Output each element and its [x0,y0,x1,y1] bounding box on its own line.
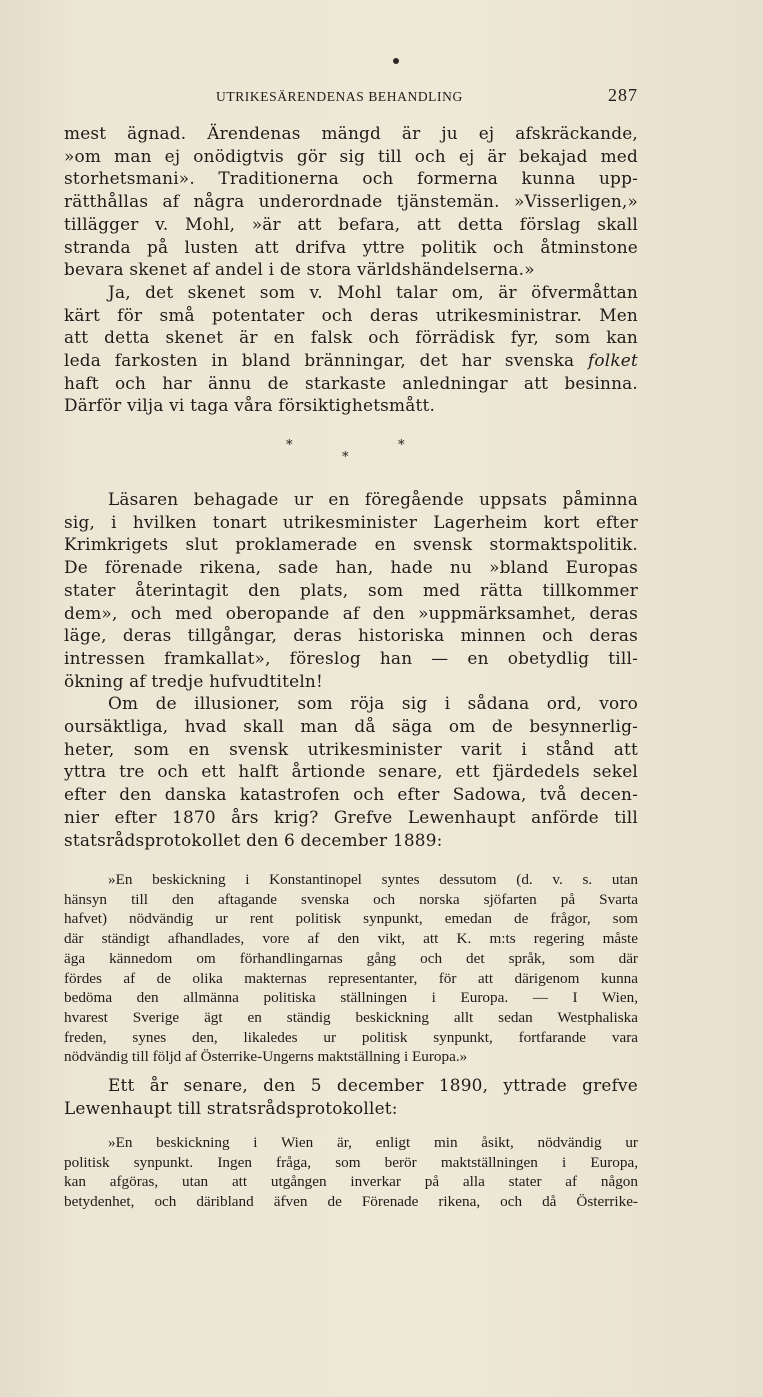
quote-line: nödvändig till följd af Österrike-Ungerns maktställning i Europa.» [64,1048,468,1066]
quote-line: freden, synes den, likaledes ur politisk synpunkt, fortfarande vara [64,1028,638,1046]
page-number: 287 [608,85,638,105]
text-line: nier efter 1870 års krig? Grefve Lewenhaupt anförde till [64,806,638,827]
text-line: dem», och med oberopande af den »uppmärksamhet, deras [64,602,638,623]
text-line: Ett år senare, den 5 december 1890, yttrade grefve [108,1075,638,1095]
text-line: kärt för små potentater och deras utrikesministrar. Men [64,304,638,325]
quote-line: kan afgöras, utan att utgången inverkar på alla stater af någon [64,1173,638,1191]
quotation-1 [64,870,638,1067]
text-line: ökning af tredje hufvudtiteln! [64,670,323,691]
quotation-2 [64,1133,638,1212]
separator-star: * [286,438,293,453]
text-line: bevara skenet af andel i de stora världshändelserna.» [64,259,535,280]
text-line: Ja, det skenet som v. Mohl talar om, är öfvermåttan [108,281,638,302]
text-line: Krimkrigets slut proklamerade en svensk stormaktspolitik. [64,534,638,555]
quote-line: hvarest Sverige ägt en ständig beskickning allt sedan Westphaliska [64,1008,638,1026]
paragraph-block-2 [64,488,638,851]
separator-star: * [398,438,405,453]
emphasized-word: folket [587,350,638,371]
text-line: Läsaren behagade ur en föregående uppsats påminna [108,489,638,509]
text-line: De förenade rikena, sade han, hade nu »bland Europas [64,557,638,578]
text-line: statsrådsprotokollet den 6 december 1889: [64,829,443,850]
text-line: stater återintagit den plats, som med rätta tillkommer [64,579,638,600]
text-line: oursäktliga, hvad skall man då säga om de besynnerlig- [64,716,638,737]
text-span: leda farkosten in bland bränningar, det har svenska [64,350,588,371]
text-line: yttra tre och ett halft årtionde senare, ett fjärdedels sekel [64,761,638,782]
text-line: att detta skenet är en falsk och förrädisk fyr, som kan [64,327,638,348]
page-header [64,84,638,110]
paragraph-block-1 [64,122,638,417]
text-line: Därför vilja vi taga våra försiktighetsmått. [64,395,436,416]
ink-dot [393,58,399,64]
quote-line: hafvet) nödvändig ur rent politisk synpunkt, emedan de frågor, som [64,910,638,928]
text-line: tillägger v. Mohl, »är att befara, att detta förslag skall [64,213,638,234]
text-line: Om de illusioner, som röja sig i sådana ord, voro [108,693,638,714]
quote-line: hänsyn till den aftagande svenska och norska sjöfarten på Svarta [64,890,638,908]
quote-line: fördes af de olika makternas representanter, för att därigenom kunna [64,969,638,987]
text-line: intressen framkallat», föreslog han — en obetydlig till- [64,647,638,668]
text-line: läge, deras tillgångar, deras historiska minnen och deras [64,625,638,646]
quote-line: äga kännedom om förhandlingarnas gång och det språk, som där [64,949,638,967]
quote-line: bedöma den allmänna politiska ställningen i Europa. — I Wien, [64,989,638,1007]
quote-line: betydenhet, och däribland äfven de Förenade rikena, och då Österrike- [64,1193,638,1211]
text-line: storhetsmani». Traditionerna och formerna kunna upp- [64,168,638,189]
text-line: mest ägnad. Ärendenas mängd är ju ej afskräckande, [64,123,638,143]
paragraph-block-3 [64,1074,638,1119]
text-line: stranda på lusten att drifva yttre politik och åtminstone [64,236,638,257]
quote-line: »En beskickning i Konstantinopel syntes dessutom (d. v. s. utan [108,871,638,888]
separator-star: * [342,450,349,465]
text-line: haft och har ännu de starkaste anledningar att besinna. [64,372,638,393]
text-line: heter, som en svensk utrikesminister varit i stånd att [64,738,638,759]
quote-line: där ständigt afhandlades, vore af den vikt, att K. m:ts regering måste [64,930,638,948]
section-separator [64,438,638,468]
text-line: »om man ej onödigtvis gör sig till och ej är bekajad med [64,145,638,166]
text-line: sig, i hvilken tonart utrikesminister Lagerheim kort efter [64,511,638,532]
text-line: rätthållas af några underordnade tjänstemän. »Visserligen,» [64,191,638,212]
quote-line: politisk synpunkt. Ingen fråga, som berör maktställningen i Europa, [64,1153,638,1171]
quote-line: »En beskickning i Wien är, enligt min åsikt, nödvändig ur [108,1134,638,1151]
text-line-with-emphasis [64,349,638,372]
text-line: efter den danska katastrofen och efter Sadowa, två decen- [64,784,638,805]
running-title: UTRIKESÄRENDENAS BEHANDLING [216,89,463,104]
text-line: Lewenhaupt till stratsrådsprotokollet: [64,1097,398,1118]
